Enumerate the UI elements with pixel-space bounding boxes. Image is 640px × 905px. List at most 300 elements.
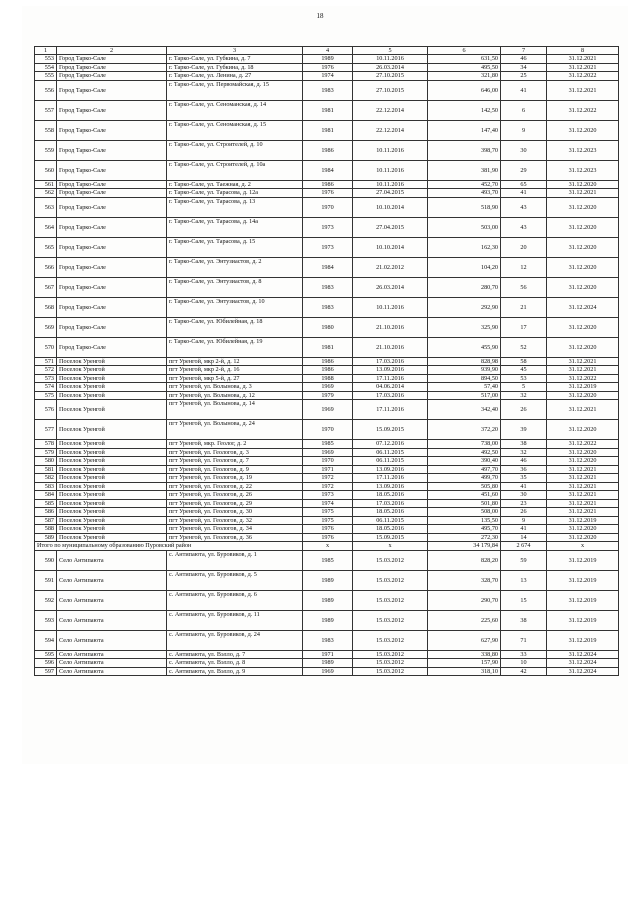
row-number-cell: 573: [35, 374, 57, 383]
area-cell: 646,00: [428, 80, 501, 100]
locality-cell: Село Антипаюта: [57, 659, 167, 668]
locality-cell: Село Антипаюта: [57, 667, 167, 676]
area-cell: 499,70: [428, 474, 501, 483]
locality-cell: Поселок Уренгой: [57, 516, 167, 525]
page-number: 18: [316, 12, 324, 20]
date-cell: 15.03.2012: [353, 610, 428, 630]
count-cell: 5: [501, 383, 547, 392]
address-cell: г. Тарко-Сале, ул. Юбилейная, д. 19: [167, 337, 303, 357]
row-number-cell: 597: [35, 667, 57, 676]
year-cell: 1969: [303, 448, 353, 457]
year-cell: 1989: [303, 590, 353, 610]
year-cell: 1983: [303, 630, 353, 650]
date-cell: 26.03.2014: [353, 63, 428, 72]
row-number-cell: 554: [35, 63, 57, 72]
year-cell: 1988: [303, 374, 353, 383]
date-cell: 15.03.2012: [353, 659, 428, 668]
count-cell: 17: [501, 317, 547, 337]
date-cell: 21.02.2012: [353, 257, 428, 277]
area-cell: 338,80: [428, 650, 501, 659]
address-cell: пгт Уренгой, мкр 2-й, д. 12: [167, 357, 303, 366]
column-header: 6: [428, 47, 501, 55]
area-cell: 157,90: [428, 659, 501, 668]
address-cell: с. Антипаюта, ул. Буровиков, д. 1: [167, 550, 303, 570]
count-cell: 21: [501, 297, 547, 317]
date-cell: 13.09.2016: [353, 366, 428, 375]
date-cell: 18.05.2016: [353, 491, 428, 500]
date-cell: 06.11.2015: [353, 516, 428, 525]
column-header: 5: [353, 47, 428, 55]
deadline-cell: 31.12.2020: [547, 257, 619, 277]
count-cell: 23: [501, 499, 547, 508]
table-row: [35, 257, 619, 277]
year-cell: 1989: [303, 570, 353, 590]
total-date-cell: х: [353, 542, 428, 551]
area-cell: 57,40: [428, 383, 501, 392]
area-cell: 738,00: [428, 440, 501, 449]
year-cell: 1972: [303, 474, 353, 483]
date-cell: 15.03.2012: [353, 590, 428, 610]
count-cell: 36: [501, 465, 547, 474]
area-cell: 492,50: [428, 448, 501, 457]
locality-cell: Поселок Уренгой: [57, 391, 167, 400]
year-cell: 1980: [303, 317, 353, 337]
year-cell: 1983: [303, 277, 353, 297]
deadline-cell: 31.12.2020: [547, 457, 619, 466]
row-number-cell: 568: [35, 297, 57, 317]
deadline-cell: 31.12.2020: [547, 317, 619, 337]
row-number-cell: 555: [35, 72, 57, 81]
table-row: [35, 465, 619, 474]
area-cell: 142,50: [428, 100, 501, 120]
deadline-cell: 31.12.2020: [547, 337, 619, 357]
address-cell: пгт Уренгой, мкр 2-й, д. 16: [167, 366, 303, 375]
address-cell: пгт Уренгой, ул. Геологов, д. 3: [167, 448, 303, 457]
locality-cell: Поселок Уренгой: [57, 474, 167, 483]
area-cell: 508,00: [428, 508, 501, 517]
deadline-cell: 31.12.2024: [547, 650, 619, 659]
count-cell: 41: [501, 525, 547, 534]
address-cell: с. Антипаюта, ул. Буровиков, д. 24: [167, 630, 303, 650]
count-cell: 41: [501, 80, 547, 100]
locality-cell: Поселок Уренгой: [57, 400, 167, 420]
row-number-cell: 591: [35, 570, 57, 590]
year-cell: 1986: [303, 140, 353, 160]
date-cell: 27.10.2015: [353, 72, 428, 81]
locality-cell: Поселок Уренгой: [57, 457, 167, 466]
address-cell: с. Антипаюта, ул. Буровиков, д. 5: [167, 570, 303, 590]
date-cell: 17.11.2016: [353, 400, 428, 420]
table-row: [35, 55, 619, 64]
locality-cell: Город Тарко-Сале: [57, 217, 167, 237]
count-cell: 41: [501, 189, 547, 198]
count-cell: 38: [501, 440, 547, 449]
row-number-cell: 556: [35, 80, 57, 100]
year-cell: 1979: [303, 391, 353, 400]
date-cell: 10.11.2016: [353, 160, 428, 180]
locality-cell: Село Антипаюта: [57, 630, 167, 650]
address-cell: с. Антипаюта, ул. Буровиков, д. 6: [167, 590, 303, 610]
count-cell: 56: [501, 277, 547, 297]
table-row: [35, 499, 619, 508]
year-cell: 1972: [303, 482, 353, 491]
count-cell: 30: [501, 491, 547, 500]
year-cell: 1989: [303, 610, 353, 630]
address-cell: пгт Уренгой, ул. Геологов, д. 34: [167, 525, 303, 534]
table-row: [35, 590, 619, 610]
address-cell: г. Тарко-Сале, ул. Энтузиастов, д. 10: [167, 297, 303, 317]
address-cell: г. Тарко-Сале, ул. Энтузиастов, д. 2: [167, 257, 303, 277]
year-cell: 1975: [303, 516, 353, 525]
deadline-cell: 31.12.2022: [547, 374, 619, 383]
locality-cell: Город Тарко-Сале: [57, 337, 167, 357]
count-cell: 46: [501, 55, 547, 64]
area-cell: 225,60: [428, 610, 501, 630]
count-cell: 45: [501, 366, 547, 375]
area-cell: 627,90: [428, 630, 501, 650]
locality-cell: Поселок Уренгой: [57, 482, 167, 491]
table-row: [35, 482, 619, 491]
year-cell: 1981: [303, 337, 353, 357]
area-cell: 321,80: [428, 72, 501, 81]
table-row: [35, 457, 619, 466]
table-row: [35, 297, 619, 317]
locality-cell: Поселок Уренгой: [57, 374, 167, 383]
year-cell: 1973: [303, 217, 353, 237]
area-cell: 495,50: [428, 63, 501, 72]
count-cell: 10: [501, 659, 547, 668]
table-row: [35, 357, 619, 366]
year-cell: 1974: [303, 499, 353, 508]
year-cell: 1986: [303, 366, 353, 375]
table-row: [35, 366, 619, 375]
locality-cell: Село Антипаюта: [57, 550, 167, 570]
count-cell: 53: [501, 374, 547, 383]
area-cell: 505,80: [428, 482, 501, 491]
table-row: [35, 440, 619, 449]
deadline-cell: 31.12.2019: [547, 630, 619, 650]
table-row: [35, 533, 619, 542]
row-number-cell: 590: [35, 550, 57, 570]
address-cell: пгт Уренгой, ул. Геологов, д. 22: [167, 482, 303, 491]
table-row: [35, 180, 619, 189]
area-cell: 894,50: [428, 374, 501, 383]
row-number-cell: 596: [35, 659, 57, 668]
row-number-cell: 569: [35, 317, 57, 337]
year-cell: 1985: [303, 550, 353, 570]
count-cell: 43: [501, 217, 547, 237]
row-number-cell: 578: [35, 440, 57, 449]
address-cell: г. Тарко-Сале, ул. Тарасова, д. 12а: [167, 189, 303, 198]
table-row: [35, 277, 619, 297]
year-cell: 1971: [303, 465, 353, 474]
address-cell: с. Антипаюта, ул. Вэлло, д. 8: [167, 659, 303, 668]
area-cell: 135,50: [428, 516, 501, 525]
locality-cell: Поселок Уренгой: [57, 420, 167, 440]
date-cell: 21.10.2016: [353, 337, 428, 357]
date-cell: 27.04.2015: [353, 217, 428, 237]
housing-table: [34, 46, 619, 676]
date-cell: 27.04.2015: [353, 189, 428, 198]
address-cell: пгт Уренгой, ул. Геологов, д. 19: [167, 474, 303, 483]
year-cell: 1976: [303, 525, 353, 534]
count-cell: 30: [501, 140, 547, 160]
deadline-cell: 31.12.2019: [547, 550, 619, 570]
row-number-cell: 593: [35, 610, 57, 630]
address-cell: г. Тарко-Сале, ул. Губкина, д. 7: [167, 55, 303, 64]
table-row: [35, 610, 619, 630]
date-cell: 15.03.2012: [353, 570, 428, 590]
address-cell: г. Тарко-Сале, ул. Ленина, д. 27: [167, 72, 303, 81]
count-cell: 59: [501, 550, 547, 570]
date-cell: 15.03.2012: [353, 630, 428, 650]
table-row: [35, 317, 619, 337]
year-cell: 1976: [303, 63, 353, 72]
year-cell: 1985: [303, 440, 353, 449]
row-number-cell: 587: [35, 516, 57, 525]
deadline-cell: 31.12.2021: [547, 55, 619, 64]
locality-cell: Город Тарко-Сале: [57, 72, 167, 81]
deadline-cell: 31.12.2024: [547, 667, 619, 676]
deadline-cell: 31.12.2021: [547, 491, 619, 500]
area-cell: 398,70: [428, 140, 501, 160]
table-row: [35, 448, 619, 457]
area-cell: 104,20: [428, 257, 501, 277]
year-cell: 1989: [303, 55, 353, 64]
locality-cell: Село Антипаюта: [57, 610, 167, 630]
column-header: 1: [35, 47, 57, 55]
address-cell: г. Тарко-Сале, ул. Таежная, д. 2: [167, 180, 303, 189]
year-cell: 1969: [303, 667, 353, 676]
date-cell: 15.09.2015: [353, 420, 428, 440]
year-cell: 1976: [303, 189, 353, 198]
row-number-cell: 592: [35, 590, 57, 610]
table-row: [35, 650, 619, 659]
count-cell: 35: [501, 474, 547, 483]
row-number-cell: 565: [35, 237, 57, 257]
date-cell: 17.03.2016: [353, 391, 428, 400]
count-cell: 20: [501, 237, 547, 257]
housing-table-container: [34, 46, 618, 676]
address-cell: пгт Уренгой, ул. Геологов, д. 9: [167, 465, 303, 474]
area-cell: 325,90: [428, 317, 501, 337]
locality-cell: Поселок Уренгой: [57, 499, 167, 508]
area-cell: 290,70: [428, 590, 501, 610]
row-number-cell: 580: [35, 457, 57, 466]
address-cell: пгт Уренгой, ул. Геологов, д. 26: [167, 491, 303, 500]
address-cell: с. Антипаюта, ул. Вэлло, д. 9: [167, 667, 303, 676]
table-row: [35, 63, 619, 72]
count-cell: 38: [501, 610, 547, 630]
address-cell: г. Тарко-Сале, ул. Строителей, д. 10а: [167, 160, 303, 180]
count-cell: 34: [501, 63, 547, 72]
locality-cell: Город Тарко-Сале: [57, 180, 167, 189]
locality-cell: Поселок Уренгой: [57, 448, 167, 457]
locality-cell: Поселок Уренгой: [57, 383, 167, 392]
count-cell: 43: [501, 197, 547, 217]
locality-cell: Город Тарко-Сале: [57, 277, 167, 297]
count-cell: 25: [501, 72, 547, 81]
deadline-cell: 31.12.2021: [547, 482, 619, 491]
row-number-cell: 583: [35, 482, 57, 491]
deadline-cell: 31.12.2021: [547, 63, 619, 72]
total-count-cell: 2 674: [501, 542, 547, 551]
date-cell: 13.09.2016: [353, 482, 428, 491]
deadline-cell: 31.12.2022: [547, 100, 619, 120]
locality-cell: Город Тарко-Сале: [57, 140, 167, 160]
table-body: [35, 47, 619, 676]
date-cell: 10.10.2014: [353, 197, 428, 217]
area-cell: 828,20: [428, 550, 501, 570]
locality-cell: Город Тарко-Сале: [57, 189, 167, 198]
count-cell: 33: [501, 650, 547, 659]
locality-cell: Поселок Уренгой: [57, 357, 167, 366]
area-cell: 372,20: [428, 420, 501, 440]
date-cell: 17.11.2016: [353, 374, 428, 383]
area-cell: 451,60: [428, 491, 501, 500]
row-number-cell: 588: [35, 525, 57, 534]
date-cell: 17.03.2016: [353, 499, 428, 508]
row-number-cell: 577: [35, 420, 57, 440]
row-number-cell: 594: [35, 630, 57, 650]
count-cell: 71: [501, 630, 547, 650]
total-label: Итого по муниципальному образованию Пуровский район: [35, 542, 303, 551]
table-row: [35, 80, 619, 100]
area-cell: 342,40: [428, 400, 501, 420]
count-cell: 12: [501, 257, 547, 277]
count-cell: 32: [501, 391, 547, 400]
count-cell: 29: [501, 160, 547, 180]
table-row: [35, 525, 619, 534]
table-row: [35, 189, 619, 198]
row-number-cell: 566: [35, 257, 57, 277]
area-cell: 518,90: [428, 197, 501, 217]
date-cell: 10.10.2014: [353, 237, 428, 257]
address-cell: пгт Уренгой, ул. Волынова, д. 24: [167, 420, 303, 440]
address-cell: г. Тарко-Сале, ул. Тарасова, д. 15: [167, 237, 303, 257]
row-number-cell: 562: [35, 189, 57, 198]
column-header: 7: [501, 47, 547, 55]
table-row: [35, 391, 619, 400]
date-cell: 26.03.2014: [353, 277, 428, 297]
year-cell: 1970: [303, 420, 353, 440]
locality-cell: Поселок Уренгой: [57, 491, 167, 500]
count-cell: 39: [501, 420, 547, 440]
deadline-cell: 31.12.2021: [547, 357, 619, 366]
deadline-cell: 31.12.2020: [547, 237, 619, 257]
total-row: [35, 542, 619, 551]
locality-cell: Город Тарко-Сале: [57, 55, 167, 64]
date-cell: 27.10.2015: [353, 80, 428, 100]
count-cell: 9: [501, 120, 547, 140]
area-cell: 503,00: [428, 217, 501, 237]
locality-cell: Поселок Уренгой: [57, 525, 167, 534]
row-number-cell: 574: [35, 383, 57, 392]
table-row: [35, 337, 619, 357]
address-cell: г. Тарко-Сале, ул. Тарасова, д. 14а: [167, 217, 303, 237]
deadline-cell: 31.12.2021: [547, 465, 619, 474]
total-area-cell: 34 179,84: [428, 542, 501, 551]
count-cell: 15: [501, 590, 547, 610]
date-cell: 10.11.2016: [353, 297, 428, 317]
table-row: [35, 667, 619, 676]
date-cell: 18.05.2016: [353, 508, 428, 517]
row-number-cell: 560: [35, 160, 57, 180]
area-cell: 495,70: [428, 525, 501, 534]
row-number-cell: 559: [35, 140, 57, 160]
table-row: [35, 120, 619, 140]
date-cell: 15.03.2012: [353, 650, 428, 659]
locality-cell: Город Тарко-Сале: [57, 237, 167, 257]
address-cell: г. Тарко-Сале, ул. Губкина, д. 18: [167, 63, 303, 72]
total-year-cell: х: [303, 542, 353, 551]
row-number-cell: 584: [35, 491, 57, 500]
area-cell: 162,30: [428, 237, 501, 257]
deadline-cell: 31.12.2020: [547, 420, 619, 440]
deadline-cell: 31.12.2021: [547, 366, 619, 375]
area-cell: 280,70: [428, 277, 501, 297]
deadline-cell: 31.12.2021: [547, 80, 619, 100]
table-row: [35, 659, 619, 668]
count-cell: 26: [501, 508, 547, 517]
date-cell: 18.05.2016: [353, 525, 428, 534]
table-row: [35, 217, 619, 237]
area-cell: 318,10: [428, 667, 501, 676]
date-cell: 13.09.2016: [353, 465, 428, 474]
address-cell: с. Антипаюта, ул. Буровиков, д. 11: [167, 610, 303, 630]
locality-cell: Поселок Уренгой: [57, 533, 167, 542]
deadline-cell: 31.12.2019: [547, 383, 619, 392]
area-cell: 497,70: [428, 465, 501, 474]
row-number-cell: 582: [35, 474, 57, 483]
row-number-cell: 581: [35, 465, 57, 474]
address-cell: г. Тарко-Сале, ул. Сеноманская, д. 15: [167, 120, 303, 140]
row-number-cell: 586: [35, 508, 57, 517]
table-row: [35, 100, 619, 120]
year-cell: 1973: [303, 237, 353, 257]
address-cell: пгт Уренгой, ул. Волынова, д. 12: [167, 391, 303, 400]
deadline-cell: 31.12.2024: [547, 659, 619, 668]
count-cell: 41: [501, 482, 547, 491]
area-cell: 390,40: [428, 457, 501, 466]
table-row: [35, 197, 619, 217]
column-header: 2: [57, 47, 167, 55]
address-cell: г. Тарко-Сале, ул. Строителей, д. 10: [167, 140, 303, 160]
deadline-cell: 31.12.2021: [547, 189, 619, 198]
deadline-cell: 31.12.2020: [547, 217, 619, 237]
row-number-cell: 564: [35, 217, 57, 237]
locality-cell: Город Тарко-Сале: [57, 80, 167, 100]
deadline-cell: 31.12.2020: [547, 180, 619, 189]
address-cell: пгт Уренгой, ул. Волынова, д. 14: [167, 400, 303, 420]
table-row: [35, 383, 619, 392]
row-number-cell: 563: [35, 197, 57, 217]
address-cell: г. Тарко-Сале, ул. Энтузиастов, д. 8: [167, 277, 303, 297]
year-cell: 1973: [303, 491, 353, 500]
year-cell: 1976: [303, 533, 353, 542]
table-row: [35, 72, 619, 81]
table-row: [35, 420, 619, 440]
address-cell: с. Антипаюта, ул. Вэлло, д. 7: [167, 650, 303, 659]
date-cell: 21.10.2016: [353, 317, 428, 337]
table-row: [35, 474, 619, 483]
date-cell: 17.03.2016: [353, 357, 428, 366]
locality-cell: Город Тарко-Сале: [57, 317, 167, 337]
locality-cell: Село Антипаюта: [57, 570, 167, 590]
address-cell: пгт Уренгой, ул. Волынова, д. 3: [167, 383, 303, 392]
area-cell: 828,98: [428, 357, 501, 366]
deadline-cell: 31.12.2020: [547, 533, 619, 542]
